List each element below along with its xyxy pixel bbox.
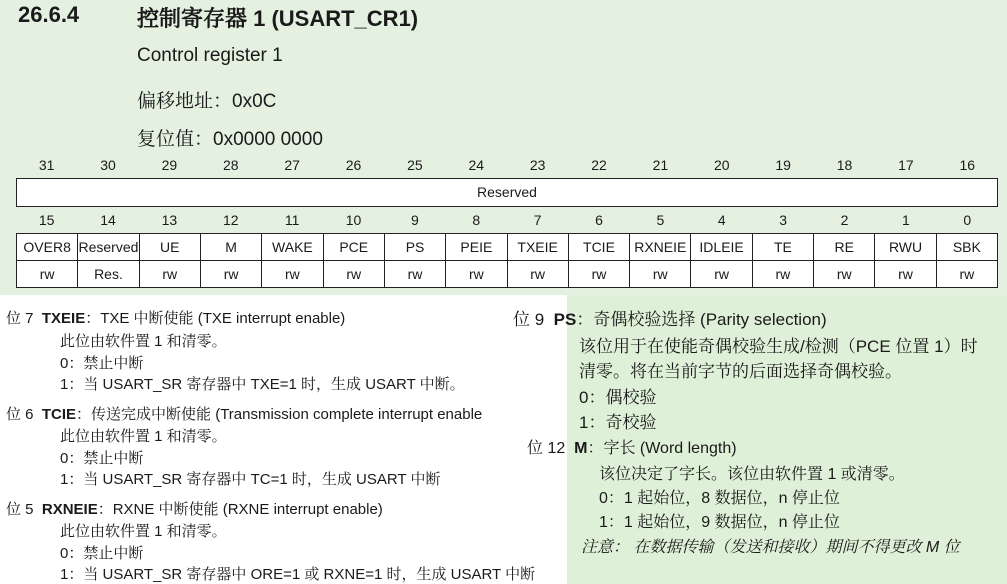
bit7-heading xyxy=(6,307,345,328)
bit-prefix: 位 12 xyxy=(527,440,566,457)
bit-name: M xyxy=(574,440,588,457)
bit9-line2: 清零。将在当前字节的后面选择奇偶校验。 xyxy=(579,362,902,381)
bit5-line1: 此位由软件置 1 和清零。 xyxy=(60,523,227,540)
bit-number: 13 xyxy=(161,212,178,228)
access-cell: rw xyxy=(568,261,629,288)
bit-number: 4 xyxy=(717,212,726,228)
bit-number: 20 xyxy=(714,157,730,173)
bit12-note: 注意： 在数据传输（发送和接收）期间不得更改 M 位 xyxy=(581,539,960,556)
field-cell: TCIE xyxy=(568,234,629,261)
bit5-line3: 1：当 USART_SR 寄存器中 ORE=1 或 RXNE=1 时，生成 USART 中断 xyxy=(60,566,536,583)
bit-number: 22 xyxy=(591,157,607,173)
bit-number: 21 xyxy=(652,157,669,173)
bit-desc: ：字长 (Word length) xyxy=(587,440,737,457)
bit5-line2: 0：禁止中断 xyxy=(60,545,144,562)
bit7-line1: 此位由软件置 1 和清零。 xyxy=(60,333,227,350)
bit9-line1: 该位用于在使能奇偶校验生成/检测（PCE 位置 1）时 xyxy=(579,337,978,356)
access-cell: rw xyxy=(384,261,445,288)
bit-number: 30 xyxy=(100,157,116,173)
bit12-line3: 1：1 起始位，9 数据位，n 停止位 xyxy=(599,514,840,531)
bit7-line2: 0：禁止中断 xyxy=(60,355,144,372)
bit-number: 26 xyxy=(345,157,362,173)
bit-number: 24 xyxy=(468,157,485,173)
right-description-panel xyxy=(513,295,1007,584)
access-cell: rw xyxy=(630,261,691,288)
access-cell: rw xyxy=(200,261,261,288)
field-cell: PS xyxy=(384,234,445,261)
bit-number: 8 xyxy=(472,212,481,228)
bit-number: 18 xyxy=(836,157,853,173)
field-cell: M xyxy=(200,234,261,261)
section-title: 控制寄存器 1 (USART_CR1) xyxy=(137,6,419,31)
bit-number: 16 xyxy=(959,157,976,173)
bit-name: TXEIE xyxy=(41,310,86,327)
access-cell: rw xyxy=(875,261,936,288)
bit-desc: ：RXNE 中断使能 (RXNE interrupt enable) xyxy=(97,501,383,518)
lower-bit-numbers xyxy=(16,212,998,228)
field-cell: RXNEIE xyxy=(630,234,691,261)
bit-number: 9 xyxy=(411,212,419,228)
bit-number: 15 xyxy=(38,212,55,228)
field-cell: WAKE xyxy=(262,234,323,261)
bit-number: 14 xyxy=(100,212,116,228)
field-cell: Reserved xyxy=(78,234,139,261)
bit-number: 31 xyxy=(38,157,55,173)
bit-name: RXNEIE xyxy=(41,501,98,518)
bit-number: 1 xyxy=(902,212,910,228)
bit-desc: ：奇偶校验选择 (Parity selection) xyxy=(576,310,827,329)
bit-number: 7 xyxy=(533,212,542,228)
access-row xyxy=(17,261,998,288)
field-cell: SBK xyxy=(936,234,997,261)
access-cell: rw xyxy=(752,261,813,288)
reserved-upper-field: Reserved xyxy=(16,178,998,207)
bit12-line1: 该位决定了字长。该位由软件置 1 或清零。 xyxy=(599,466,905,483)
field-cell: IDLEIE xyxy=(691,234,752,261)
bit-number: 2 xyxy=(840,212,849,228)
access-cell: rw xyxy=(262,261,323,288)
bit-number: 10 xyxy=(345,212,362,228)
field-cell: RWU xyxy=(875,234,936,261)
bit7-line3: 1：当 USART_SR 寄存器中 TXE=1 时，生成 USART 中断。 xyxy=(60,376,465,393)
bit-number: 25 xyxy=(407,157,423,173)
bit-number: 29 xyxy=(161,157,178,173)
bit-name: PS xyxy=(553,310,577,329)
access-cell: rw xyxy=(323,261,384,288)
field-cell: PEIE xyxy=(446,234,507,261)
upper-bit-numbers xyxy=(16,157,998,173)
access-cell: rw xyxy=(17,261,78,288)
bit-number: 28 xyxy=(223,157,239,173)
bit12-heading xyxy=(527,435,737,458)
access-cell: rw xyxy=(691,261,752,288)
field-cell: RE xyxy=(814,234,875,261)
bit-number: 6 xyxy=(595,212,603,228)
section-number: 26.6.4 xyxy=(18,2,80,27)
access-cell: rw xyxy=(507,261,568,288)
bit-prefix: 位 7 xyxy=(6,310,34,327)
left-description-panel xyxy=(0,295,567,584)
bit-number: 11 xyxy=(284,212,300,228)
bit-desc: ：TXE 中断使能 (TXE interrupt enable) xyxy=(85,310,346,327)
bit-number: 5 xyxy=(656,212,665,228)
register-subtitle: Control register 1 xyxy=(137,45,283,66)
bit-number: 3 xyxy=(779,212,788,228)
field-name-row xyxy=(17,234,998,261)
bit-name: TCIE xyxy=(41,406,77,423)
bit-number: 0 xyxy=(963,212,972,228)
bit-number: 19 xyxy=(775,157,791,173)
bit-number: 27 xyxy=(284,157,300,173)
bit6-line3: 1：当 USART_SR 寄存器中 TC=1 时，生成 USART 中断 xyxy=(60,471,441,488)
bit6-line1: 此位由软件置 1 和清零。 xyxy=(60,428,227,445)
bit-prefix: 位 9 xyxy=(513,310,545,329)
access-cell: rw xyxy=(139,261,200,288)
bit9-line4: 1：奇校验 xyxy=(579,413,657,432)
field-cell: OVER8 xyxy=(17,234,78,261)
bit-desc: ：传送完成中断使能 (Transmission complete interrupt enable xyxy=(76,406,483,423)
field-cell: TXEIE xyxy=(507,234,568,261)
bit6-heading xyxy=(6,403,482,424)
bit9-heading xyxy=(513,305,827,330)
access-cell: rw xyxy=(814,261,875,288)
field-cell: PCE xyxy=(323,234,384,261)
bit5-heading xyxy=(6,498,383,519)
field-cell: TE xyxy=(752,234,813,261)
access-cell: rw xyxy=(446,261,507,288)
reset-value: 复位值：0x0000 0000 xyxy=(137,129,323,150)
register-field-table xyxy=(16,233,998,288)
bit-number: 23 xyxy=(529,157,546,173)
access-cell: rw xyxy=(936,261,997,288)
bit-number: 17 xyxy=(898,157,914,173)
bit-prefix: 位 5 xyxy=(6,501,34,518)
access-cell: Res. xyxy=(78,261,139,288)
field-cell: UE xyxy=(139,234,200,261)
bit-number: 12 xyxy=(223,212,239,228)
offset-address: 偏移地址：0x0C xyxy=(137,91,277,112)
bit9-line3: 0：偶校验 xyxy=(579,388,657,407)
bit-prefix: 位 6 xyxy=(6,406,34,423)
bit12-line2: 0：1 起始位，8 数据位，n 停止位 xyxy=(599,490,840,507)
bit6-line2: 0：禁止中断 xyxy=(60,450,144,467)
